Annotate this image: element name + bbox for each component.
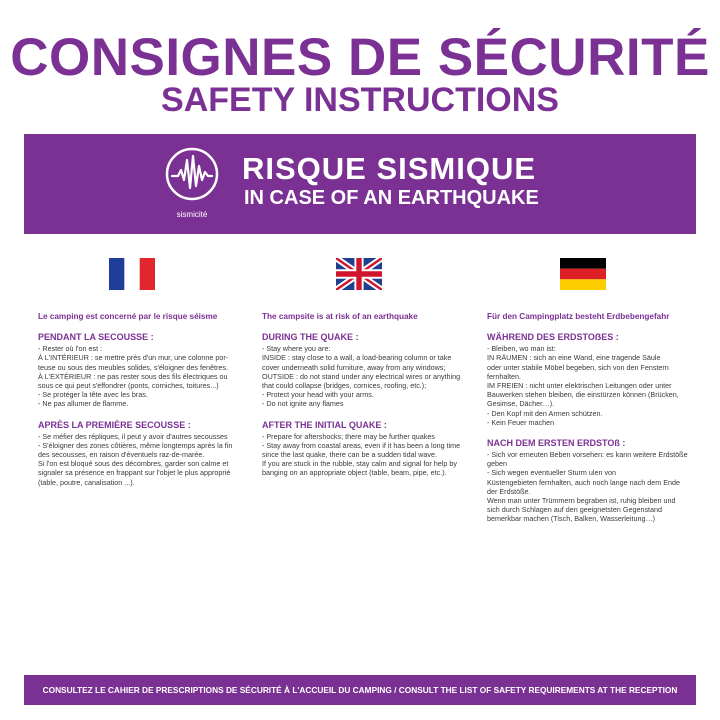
page-title: CONSIGNES DE SÉCURITÉ [10, 28, 710, 87]
intro-french: Le camping est concerné par le risque séisme [38, 312, 218, 321]
during-text-german: - Bleiben, wo man ist: IN RÄUMEN : sich an eine Wand, eine tragende Säule oder unter stabile Möbel begeben, sich von den Fenstern fernhalten. IM FREIEN : nicht unter elektrischen Leitungen oder unter Bauwerken stehen bleiben, die einstürzen können (Brücken, Gesimse, Dächer…). - Den Kopf mit den Armen schützen. - Kein Feuer machen [487, 344, 679, 427]
during-heading-english: DURING THE QUAKE : [262, 332, 359, 343]
intro-german: Für den Campingplatz besteht Erdbebengefahr [487, 312, 670, 321]
footer-notice: CONSULTEZ LE CAHIER DE PRESCRIPTIONS DE SÉCURITÉ À L'ACCUEIL DU CAMPING / CONSULT THE LIST OF SAFETY REQUIREMENTS AT THE RECEPTION [24, 675, 696, 705]
after-heading-french: APRÈS LA PREMIÈRE SECOUSSE : [38, 419, 191, 430]
page-subtitle: SAFETY INSTRUCTIONS [161, 81, 559, 119]
during-heading-german: WÄHREND DES ERDSTOẞES : [487, 332, 619, 343]
france-flag-icon [109, 258, 155, 290]
during-text-french: - Rester où l'on est : À L'INTÉRIEUR : se mettre près d'un mur, une colonne por- teuse ou sous des meubles solides, s'éloigner des fenêtres. À L'EXTÉRIEUR : ne pas rester sous des fils électriques ou sous ce qui peut s'effondrer (ponts, corniches, toitures...) - Se protéger la tête avec les bras. - Ne pas allumer de flamme. [38, 344, 229, 409]
after-text-german: - Sich vor erneuten Beben vorsehen: es kann weitere Erdstöße geben - Sich wegen eventueller Sturm ulen von Küstengebieten fernhalten, auch noch lange nach dem Ende der Erdstöße. Wenn man unter Trümmern begraben ist, ruhig bleiben und sich durch Schlagen auf den geeignetsten Gegenstand bemerkbar machen (Tisch, Balken, Wasserleitung…) [487, 450, 688, 524]
seismograph-icon [164, 146, 220, 202]
hazard-banner [24, 134, 696, 234]
hazard-title: RISQUE SISMIQUE [242, 151, 537, 186]
uk-flag-icon [336, 258, 382, 290]
after-text-english: - Prepare for aftershocks; there may be further quakes - Stay away from coastal areas, even if it has been a long time since the last quake, there can be a sudden tidal wave. If you are stuck in the rubble, stay calm and signal for help by banging on an appropriate object (table, beam, pipe, etc.). [262, 431, 461, 478]
after-heading-english: AFTER THE INITIAL QUAKE : [262, 419, 387, 430]
hazard-subtitle: IN CASE OF AN EARTHQUAKE [244, 187, 539, 209]
column-english [262, 312, 480, 478]
column-german [487, 312, 705, 524]
during-text-english: - Stay where you are: INSIDE : stay close to a wall, a load-bearing column or take cover underneath solid furniture, away from any windows; OUTSIDE : do not stand under any electrical wires or anything that could collapse (bridges, cornices, roofing, etc.); - Protect your head with your arms. - Do not ignite any flames [262, 344, 461, 409]
after-text-french: - Se méfier des répliques, il peut y avoir d'autres secousses - S'éloigner des zones côtières, même longtemps après la fin des secousses, en raison d'éventuels raz-de-marée. Si l'on est bloqué sous des décombres, garder son calme et signaler sa présence en frappant sur l'objet le plus approprié (table, poutre, canalisation ...). [38, 431, 233, 487]
during-heading-french: PENDANT LA SECOUSSE : [38, 332, 154, 343]
after-heading-german: NACH DEM ERSTEN ERDSTOß : [487, 438, 626, 449]
intro-english: The campsite is at risk of an earthquake [262, 312, 418, 321]
column-french [38, 312, 256, 487]
germany-flag-icon [560, 258, 606, 290]
seismic-logo-label: sismicité [176, 210, 208, 219]
